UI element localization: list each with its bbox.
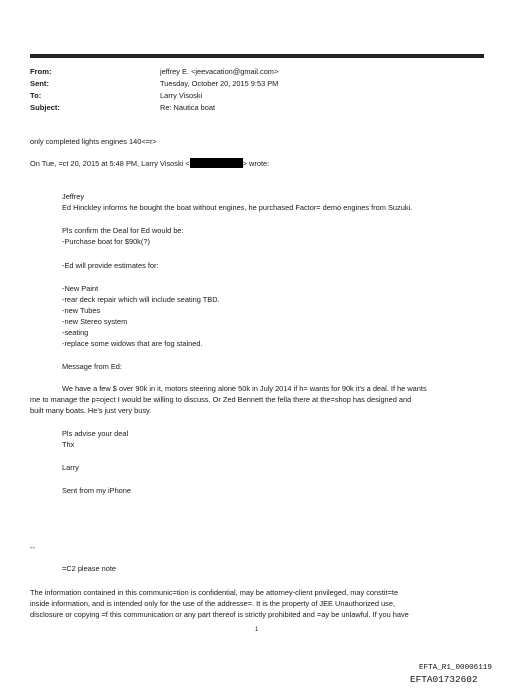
signature-dashes: --: [30, 543, 35, 552]
list-item: -seating: [62, 328, 89, 337]
sent-value: Tuesday, October 20, 2015 9:53 PM: [160, 79, 279, 88]
footer-ref-1: EFTA_R1_00006119: [419, 664, 492, 672]
disclaimer-line-3: disclosure or copying =f this communication or any part thereof is strictly prohibited and =ay be unlawful. If you have: [30, 610, 409, 619]
footer-ref-2: EFTA01732602: [410, 674, 478, 685]
estimates-line: -Ed will provide estimates for:: [62, 261, 159, 270]
from-value: jeffrey E. <jeevacation@gmail.com>: [160, 67, 279, 76]
to-label: To:: [30, 91, 42, 100]
quote-intro-after: > wrote:: [242, 159, 270, 168]
thx-line: Thx: [62, 440, 75, 449]
paragraph-line-1: We have a few $ over 90k in it, motors steering alone 50k in July 2014 if h= wants for 90k it's a deal. If he wants: [62, 384, 427, 393]
body-line-1: Ed Hinckley informs he bought the boat without engines, he purchased Factor= demo engines from Suzuki.: [62, 203, 413, 212]
list-item: -New Paint: [62, 284, 99, 293]
sent-label: Sent:: [30, 79, 49, 88]
paragraph-line-2: me to manage the p=oject I would be willing to discuss. Or Zed Bennett the fella there at the=shop has designed and: [30, 395, 412, 404]
confirm-line: Pls confirm the Deal for Ed would be:: [62, 226, 184, 235]
list-item: -new Stereo system: [62, 317, 128, 326]
signature: Larry: [62, 463, 79, 472]
disclaimer-line-1: The information contained in this communic=tion is confidential, may be attorney-client privileged, may constit=te: [30, 588, 399, 597]
list-item: -rear deck repair which will include seating TBD.: [62, 295, 220, 304]
message-from: Message from Ed:: [62, 362, 122, 371]
reply-line: only completed lights engines 140<=r>: [30, 137, 157, 146]
to-value: Larry Visoski: [160, 91, 203, 100]
list-item: -replace some widows that are fog stained.: [62, 339, 203, 348]
header-divider: [30, 54, 484, 58]
quote-intro: [30, 158, 269, 169]
list-item: -new Tubes: [62, 306, 101, 315]
purchase-line: -Purchase boat for $90k(?): [62, 237, 150, 246]
page-number: 1: [255, 627, 259, 633]
subject-value: Re: Nautica boat: [160, 103, 216, 112]
quote-intro-before: On Tue, =ct 20, 2015 at 5:48 PM, Larry Visoski <: [30, 159, 190, 168]
advise-line: Pls advise your deal: [62, 429, 129, 438]
greeting: Jeffrey: [62, 192, 85, 201]
paragraph-line-3: built many boats. He's just very busy.: [30, 406, 152, 415]
redaction-bar: [190, 158, 243, 168]
subject-label: Subject:: [30, 103, 60, 112]
disclaimer-line-2: inside information, and is intended only for the use of the addresse=. It is the property of JEE Unauthorized use,: [30, 599, 396, 608]
sent-from-line: Sent from my iPhone: [62, 486, 132, 495]
c2-note: =C2 please note: [62, 564, 117, 573]
from-label: From:: [30, 67, 52, 76]
